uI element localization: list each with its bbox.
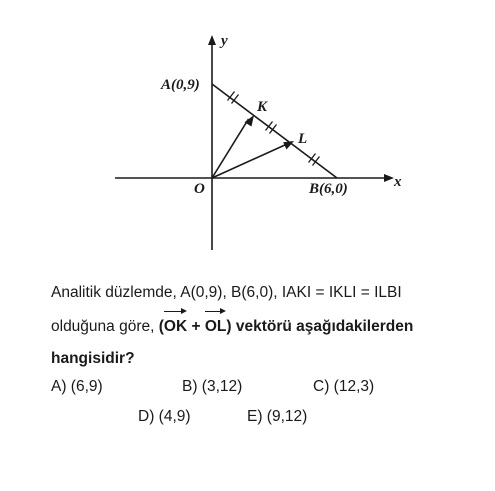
x-axis-label: x: [394, 174, 402, 190]
vector-expression: [159, 318, 232, 335]
question-line-1: Analitik düzlemde, A(0,9), B(6,0), IAKI = IKLI = ILBI: [51, 284, 402, 301]
choice-e[interactable]: E) (9,12): [247, 408, 308, 425]
choice-d[interactable]: D) (4,9): [138, 408, 191, 425]
choice-a[interactable]: A) (6,9): [51, 378, 103, 395]
question-text: [51, 277, 481, 375]
segment-ab: [212, 84, 337, 178]
question-line-3: hangisidir?: [51, 350, 135, 367]
plus-sign: +: [191, 318, 201, 335]
point-k-label: K: [257, 99, 268, 115]
y-axis-arrow: [208, 35, 216, 45]
close-paren: ): [226, 318, 232, 335]
vector-ok-arrowhead: [245, 115, 255, 127]
x-axis-arrow: [384, 174, 394, 182]
question-line-2-prefix: olduğuna göre,: [51, 318, 155, 335]
open-paren: (: [158, 318, 164, 335]
choice-c[interactable]: C) (12,3): [313, 378, 375, 395]
y-axis-label: y: [221, 33, 228, 49]
vector-ol-symbol: OL: [205, 309, 227, 343]
point-b-label: B(6,0): [309, 181, 348, 197]
question-line-2-suffix: vektörü aşağıdakilerden: [235, 318, 414, 335]
choice-b[interactable]: B) (3,12): [182, 378, 243, 395]
question-line-2: [51, 309, 481, 343]
origin-label: O: [194, 181, 205, 197]
point-a-label: A(0,9): [161, 77, 200, 93]
vector-ok-symbol: OK: [164, 309, 187, 343]
point-l-label: L: [298, 131, 308, 147]
